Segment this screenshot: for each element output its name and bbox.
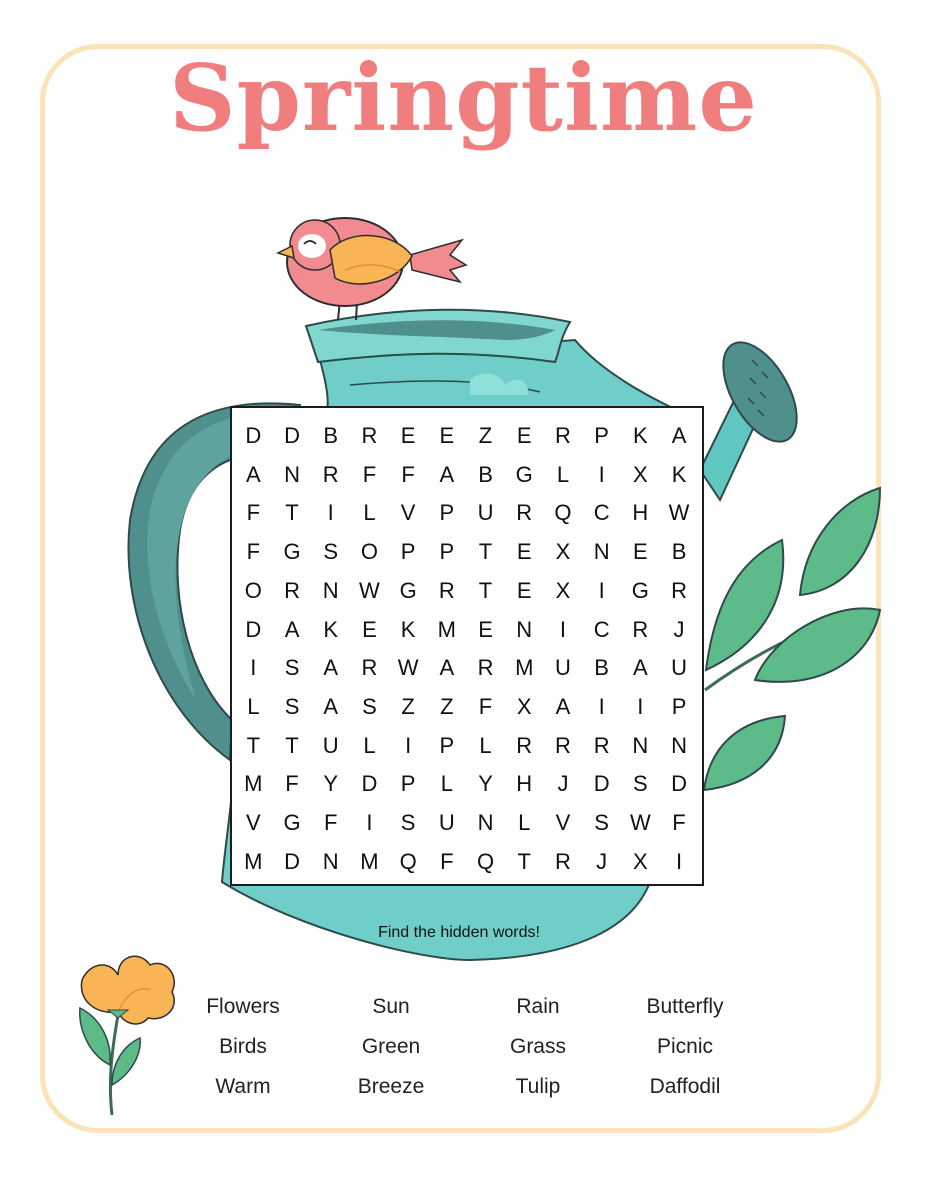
grid-letter[interactable]: K [323,616,339,642]
watering-can-spout-icon [700,330,812,500]
grid-letter[interactable]: M [244,848,263,874]
grid-letter[interactable]: P [400,539,416,565]
grid-letter[interactable]: S [594,810,609,835]
grid-letter[interactable]: D [361,771,378,797]
grid-letter[interactable]: T [285,732,299,758]
grid-letter[interactable]: Z [401,693,415,719]
grid-letter[interactable]: I [598,577,605,603]
grid-letter[interactable]: F [440,848,454,874]
grid-letter[interactable]: R [554,423,571,448]
grid-letter[interactable]: B [478,461,493,487]
grid-letter[interactable]: E [478,616,493,642]
grid-letter[interactable]: B [323,423,339,448]
grid-letter[interactable]: F [324,810,338,835]
grid-letter[interactable]: F [285,771,299,797]
grid-letter[interactable]: F [478,693,493,719]
grid-letter[interactable]: R [554,732,571,758]
grid-letter[interactable]: E [516,539,532,565]
grid-letter[interactable]: L [440,771,453,797]
grid-letter[interactable]: J [557,771,569,797]
grid-letter[interactable]: R [516,500,533,526]
grid-letter[interactable]: A [323,655,339,681]
grid-letter[interactable]: A [671,423,687,448]
grid-letter[interactable]: X [516,693,532,719]
grid-letter[interactable]: T [246,732,261,758]
grid-letter[interactable]: L [518,810,531,835]
grid-letter[interactable]: R [361,423,378,448]
grid-letter[interactable]: L [556,461,570,487]
grid-letter[interactable]: E [439,423,455,448]
grid-letter[interactable]: R [671,577,687,603]
grid-letter[interactable]: R [322,461,339,487]
grid-letter[interactable]: F [362,461,377,487]
grid-letter[interactable]: N [284,461,300,487]
grid-letter[interactable]: W [397,655,419,681]
word-list-item: Flowers [206,995,280,1018]
grid-letter[interactable]: G [283,539,301,565]
grid-letter[interactable]: L [479,732,492,758]
grid-letter[interactable]: E [400,423,416,448]
grid-letter[interactable]: A [439,461,455,487]
grid-letter[interactable]: T [478,539,493,565]
grid-letter[interactable]: W [668,500,690,526]
grid-letter[interactable]: G [283,810,301,835]
grid-letter[interactable]: M [244,771,263,797]
grid-letter[interactable]: T [478,577,493,603]
grid-letter[interactable]: Z [478,423,493,448]
grid-letter[interactable]: R [477,655,494,681]
grid-letter[interactable]: I [250,655,257,681]
word-list-item: Daffodil [649,1075,721,1098]
grid-letter[interactable]: N [671,732,687,758]
grid-letter[interactable]: R [361,655,378,681]
word-list-item: Breeze [357,1075,425,1098]
grid-letter[interactable]: L [363,732,376,758]
grid-letter[interactable]: N [593,539,610,565]
grid-letter[interactable]: C [593,616,610,642]
grid-letter[interactable]: G [631,577,649,603]
grid-letter[interactable]: E [362,616,377,642]
grid-letter[interactable]: A [246,461,261,487]
grid-letter[interactable]: W [629,810,651,835]
grid-letter[interactable]: I [405,732,412,758]
grid-letter[interactable]: I [598,693,605,719]
grid-letter[interactable]: R [516,732,533,758]
grid-letter[interactable]: K [671,461,687,487]
grid-letter[interactable]: P [439,539,455,565]
grid-letter[interactable]: J [673,616,685,642]
grid-letter[interactable]: J [596,848,608,874]
grid-letter[interactable]: N [477,810,494,835]
grid-letter[interactable]: H [516,771,533,797]
grid-letter[interactable]: F [672,810,686,835]
grid-letter[interactable]: E [516,577,532,603]
grid-letter[interactable]: U [438,810,455,835]
grid-letter[interactable]: I [675,848,683,874]
grid-letter[interactable]: M [360,848,379,874]
grid-letter[interactable]: Q [399,848,417,874]
grid-letter[interactable]: I [559,616,566,642]
grid-letter[interactable]: R [632,616,649,642]
grid-letter[interactable]: D [245,616,262,642]
grid-letter[interactable]: X [555,539,571,565]
grid-letter[interactable]: P [400,771,416,797]
grid-letter[interactable]: R [593,732,610,758]
grid-letter[interactable]: P [439,500,455,526]
word-list-item: Tulip [515,1075,561,1098]
flower-icon [80,956,174,1115]
grid-letter[interactable]: U [671,655,687,681]
grid-letter[interactable]: S [323,539,339,565]
grid-letter[interactable]: X [633,461,648,487]
word-search-grid [230,406,704,886]
grid-letter[interactable]: D [593,771,610,797]
word-list-item: Rain [516,995,560,1018]
grid-letter[interactable]: E [633,539,648,565]
grid-letter[interactable]: S [284,655,300,681]
grid-letter[interactable]: K [633,423,648,448]
grid-letter[interactable]: V [400,500,416,526]
grid-letter[interactable]: D [284,423,300,448]
word-list-item: Picnic [656,1035,714,1058]
grid-letter[interactable]: C [593,500,610,526]
grid-letter[interactable]: M [437,616,456,642]
grid-letter[interactable]: Z [440,693,454,719]
grid-letter[interactable]: N [322,848,339,874]
grid-letter[interactable]: R [438,577,455,603]
bird-icon [278,218,466,320]
grid-letter[interactable]: K [400,616,416,642]
grid-letter[interactable]: P [671,693,687,719]
page-title: Springtime [169,44,758,152]
grid-letter[interactable]: L [247,693,260,719]
grid-letter[interactable]: R [284,577,300,603]
word-list-item: Butterfly [646,995,724,1018]
grid-letter[interactable]: X [555,577,571,603]
grid-letter[interactable]: U [322,732,339,758]
grid-letter[interactable]: F [401,461,415,487]
grid-letter[interactable]: O [244,577,262,603]
grid-letter[interactable]: D [245,423,262,448]
grid-letter[interactable]: Q [554,500,572,526]
word-list-item: Birds [219,1035,267,1058]
grid-letter[interactable]: T [285,500,299,526]
grid-letter[interactable]: G [515,461,533,487]
grid-letter[interactable]: E [516,423,532,448]
grid-letter[interactable]: F [246,500,261,526]
grid-letter[interactable]: U [554,655,571,681]
grid-letter[interactable]: D [671,771,687,797]
grid-letter[interactable]: A [633,655,648,681]
grid-letter[interactable]: U [477,500,494,526]
word-list-item: Grass [509,1035,566,1058]
grid-letter[interactable]: Y [478,771,493,797]
grid-letter[interactable]: A [555,693,571,719]
grid-letter[interactable]: V [555,810,571,835]
grid-letter[interactable]: Y [323,771,339,797]
grid-letter[interactable]: S [400,810,416,835]
leaf-branch-icon [704,488,880,790]
grid-letter[interactable]: I [366,810,373,835]
grid-letter[interactable]: N [322,577,339,603]
grid-letter[interactable]: A [323,693,339,719]
grid-letter[interactable]: G [399,577,417,603]
grid-letter[interactable]: Q [476,848,495,874]
instruction-text: Find the hidden words! [378,924,540,941]
grid-letter[interactable]: S [362,693,377,719]
grid-letter[interactable]: V [246,810,261,835]
grid-letter[interactable]: W [359,577,380,603]
word-list-item: Green [361,1035,421,1058]
grid-letter[interactable]: I [327,500,334,526]
grid-letter[interactable]: B [594,655,609,681]
word-list-item: Sun [372,995,410,1018]
grid-letter[interactable]: N [632,732,649,758]
grid-letter[interactable]: P [439,732,455,758]
grid-letter[interactable]: R [554,848,571,874]
grid-letter[interactable]: S [633,771,648,797]
grid-letter[interactable]: M [515,655,534,681]
grid-letter[interactable]: A [284,616,300,642]
grid-letter[interactable]: P [594,423,609,448]
word-list-item: Warm [215,1075,271,1098]
grid-letter[interactable]: I [598,461,605,487]
grid-letter[interactable]: F [246,539,261,565]
grid-letter[interactable]: I [637,693,644,719]
grid-letter[interactable]: H [632,500,649,526]
grid-letter[interactable]: X [633,848,648,874]
grid-letter[interactable]: N [516,616,533,642]
grid-letter[interactable]: S [284,693,300,719]
grid-letter[interactable]: T [517,848,531,874]
grid-letter[interactable]: B [671,539,687,565]
grid-letter[interactable]: O [360,539,378,565]
grid-letter[interactable]: A [439,655,455,681]
grid-letter[interactable]: D [284,848,300,874]
grid-letter[interactable]: L [363,500,376,526]
